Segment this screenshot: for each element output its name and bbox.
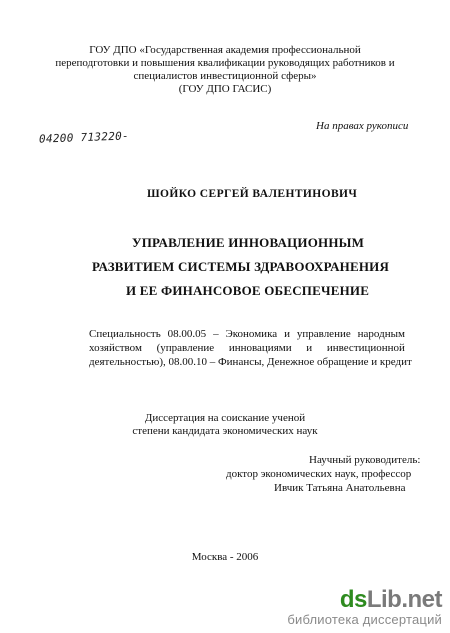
institution-line-2: переподготовки и повышения квалификации руководящих работников и <box>55 57 395 69</box>
advisor-name: Ивчик Татьяна Анатольевна <box>274 482 406 494</box>
specialty-word: хозяйством <box>89 342 142 354</box>
watermark-subtitle: библиотека диссертаций <box>287 612 442 627</box>
specialty-word: 08.00.05 <box>167 328 207 340</box>
specialty-word: Экономика <box>225 328 278 340</box>
title-line-2: РАЗВИТИЕМ СИСТЕМЫ ЗДРАВООХРАНЕНИЯ <box>92 259 390 274</box>
city-year: Москва - 2006 <box>191 551 259 563</box>
title-line-1: УПРАВЛЕНИЕ ИННОВАЦИОННЫМ <box>132 235 365 250</box>
dissertation-line-2: степени кандидата экономических наук <box>132 425 318 437</box>
manuscript-rights-note: На правах рукописи <box>316 120 409 132</box>
specialty-word: инвестиционной <box>326 342 405 354</box>
specialty-word: народным <box>357 328 405 340</box>
specialty-line-3: деятельностью), 08.00.10 – Финансы, Денежное обращение и кредит <box>89 356 412 368</box>
author-name: ШОЙКО СЕРГЕЙ ВАЛЕНТИНОВИЧ <box>147 188 358 200</box>
dslib-logo <box>287 588 442 612</box>
specialty-word: Специальность <box>89 328 161 340</box>
specialty-line-2 <box>89 341 405 355</box>
institution-abbreviation: (ГОУ ДПО ГАСИС) <box>178 83 272 95</box>
dissertation-line-1: Диссертация на соискание ученой <box>144 412 306 424</box>
advisor-degree: доктор экономических наук, профессор <box>226 468 412 480</box>
institution-line-3: специалистов инвестиционной сферы» <box>133 70 317 82</box>
specialty-paragraph <box>89 327 412 369</box>
advisor-label: Научный руководитель: <box>309 454 421 466</box>
library-stamp-number: 04200 713220- <box>38 129 130 146</box>
specialty-line-1 <box>89 327 405 341</box>
specialty-word: (управление <box>156 342 215 354</box>
specialty-word: инновациями <box>228 342 292 354</box>
institution-line-1: ГОУ ДПО «Государственная академия профессиональной <box>89 44 361 56</box>
dslib-watermark <box>287 588 442 626</box>
specialty-word: управление <box>296 328 351 340</box>
title-line-3: И ЕЕ ФИНАНСОВОЕ ОБЕСПЕЧЕНИЕ <box>126 283 370 298</box>
specialty-word: и <box>284 328 290 340</box>
logo-ds: ds <box>339 586 367 613</box>
specialty-word: и <box>306 342 313 354</box>
specialty-word: – <box>213 328 219 340</box>
logo-lib: Lib.net <box>366 586 442 613</box>
